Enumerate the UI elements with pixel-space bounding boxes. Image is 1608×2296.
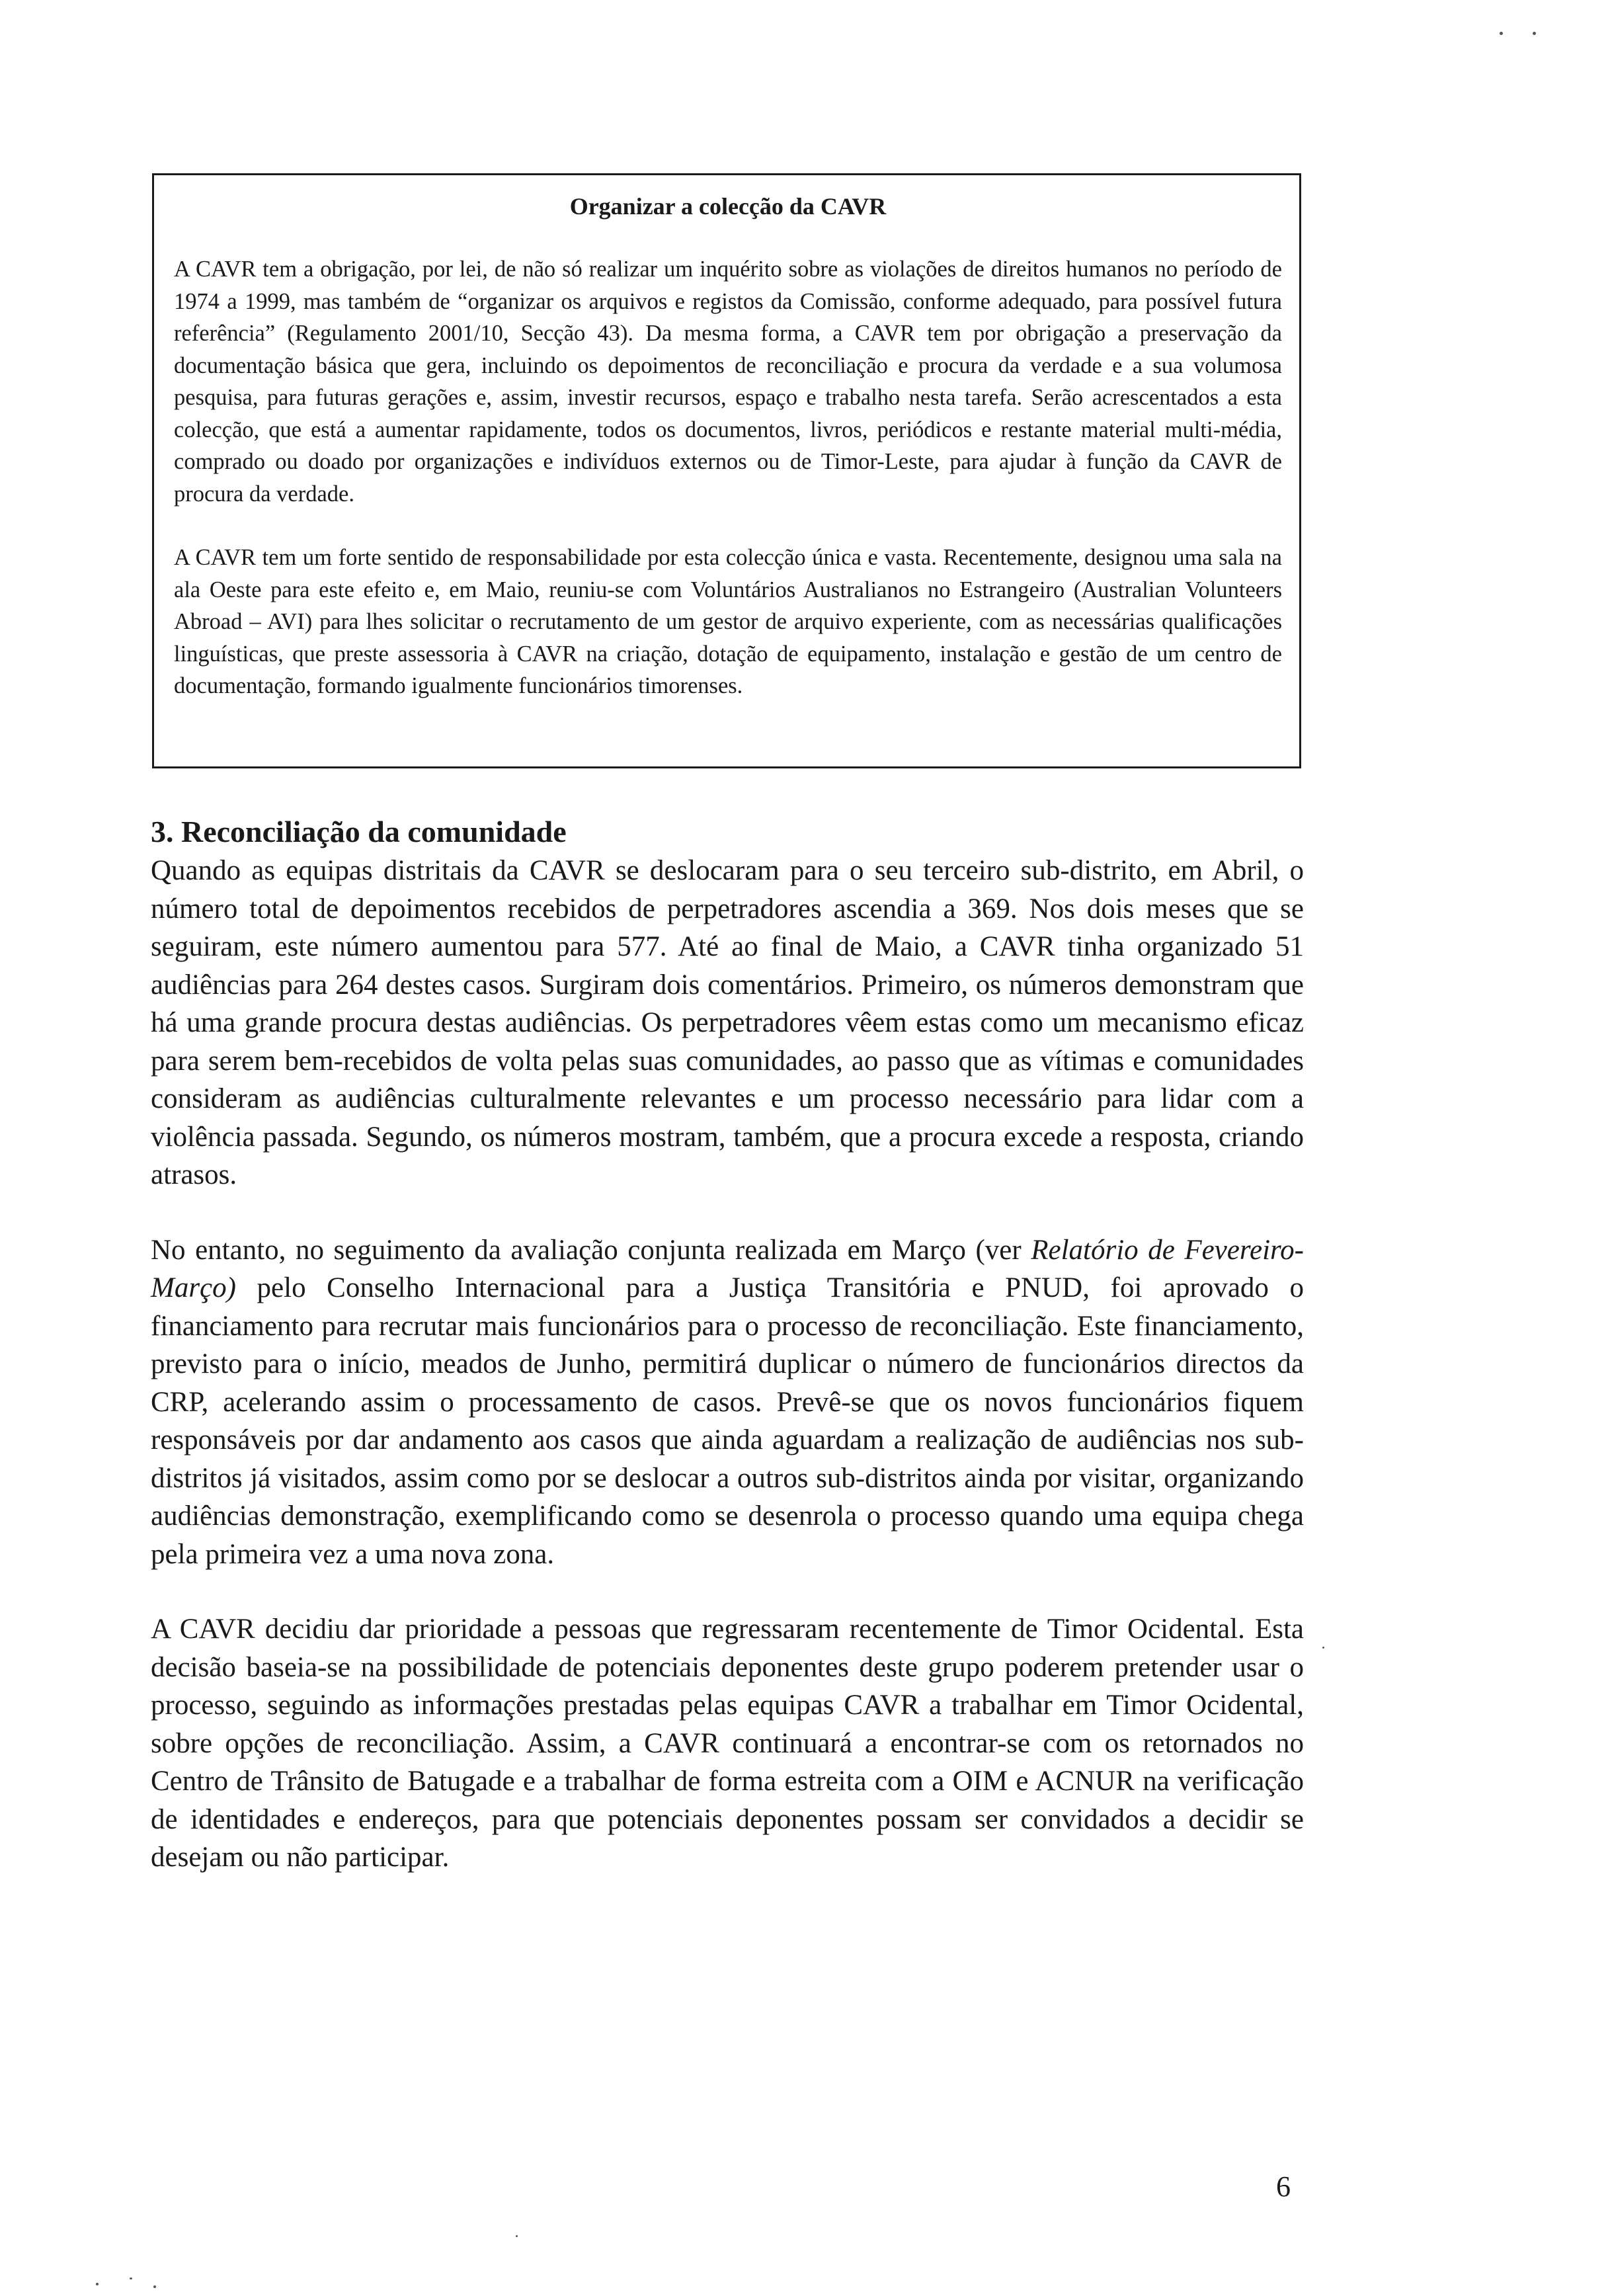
report-title-italic: Relatório de Fevereiro-Março) (151, 1234, 1304, 1303)
scan-speck (1500, 32, 1503, 35)
info-box-paragraph: A CAVR tem a obrigação, por lei, de não só realizar um inquérito sobre as violações de direitos humanos no período de 1974 a 1999, mas também de “organizar os arquivos e registos da Comissão, conforme adequado, para possível futura referência” (Regulamento 2001/10, Secção 43). Da mesma forma, a CAVR tem por obrigação a preservação da documentação básica que gera, incluindo os depoimentos de reconciliação e procura da verdade e a sua volumosa pesquisa, para futuras gerações e, assim, investir recursos, espaço e trabalho nesta tarefa. Serão acrescentados a esta colecção, que está a aumentar rapidamente, todos os documentos, livros, periódicos e restante material multi-média, comprado ou doado por organizações e indivíduos externos ou de Timor-Leste, para ajudar à função da CAVR de procura da verdade. (174, 257, 1282, 507)
section-paragraph (151, 1231, 1304, 1574)
info-box (152, 173, 1301, 768)
scan-speck (516, 2235, 518, 2237)
paragraph-text: No entanto, no seguimento da avaliação conjunta realizada em Março (ver (151, 1234, 1031, 1266)
scan-speck (96, 2283, 99, 2285)
scan-speck (1533, 32, 1536, 35)
main-section (151, 812, 1304, 1877)
section-paragraph: Quando as equipas distritais da CAVR se deslocaram para o seu terceiro sub-distrito, em Abril, o número total de depoimentos recebidos de perpetradores ascendia a 369. Nos dois meses que se seguiram, este número aumentou para 577. Até ao final de Maio, a CAVR tinha organizado 51 audiências para 264 destes casos. Surgiram dois comentários. Primeiro, os números demonstram que há uma grande procura destas audiências. Os perpetradores vêem estas como um mecanismo eficaz para serem bem-recebidos de volta pelas suas comunidades, ao passo que as vítimas e comunidades consideram as audiências culturalmente relevantes e um processo necessário para lidar com a violência passada. Segundo, os números mostram, também, que a procura excede a resposta, criando atrasos. (151, 855, 1304, 1190)
scan-speck (130, 2277, 132, 2279)
info-box-paragraph: A CAVR tem um forte sentido de responsabilidade por esta colecção única e vasta. Recentemente, designou uma sala na ala Oeste para este efeito e, em Maio, reuniu-se com Voluntários Australianos no Estrangeiro (Australian Volunteers Abroad – AVI) para lhes solicitar o recrutamento de um gestor de arquivo experiente, com as necessárias qualificações linguísticas, que preste assessoria à CAVR na criação, dotação de equipamento, instalação e gestão de um centro de documentação, formando igualmente funcionários timorenses. (174, 545, 1282, 698)
paragraph-text: pelo Conselho Internacional para a Justiça Transitória e PNUD, foi aprovado o financiamento para recrutar mais funcionários para o processo de reconciliação. Este financiamento, previsto para o início, meados de Junho, permitirá duplicar o número de funcionários directos da CRP, acelerando assim o processamento de casos. Prevê-se que os novos funcionários fiquem responsáveis por dar andamento aos casos que ainda aguardam a realização de audiências nos sub-distritos já visitados, assim como por se deslocar a outros sub-distritos ainda por visitar, organizando audiências demonstração, exemplificando como se desenrola o processo quando uma equipa chega pela primeira vez a uma nova zona. (151, 1272, 1304, 1570)
section-heading: 3. Reconciliação da comunidade (151, 815, 567, 848)
scan-speck (1322, 1647, 1324, 1649)
scan-speck (153, 2285, 156, 2288)
page-number: 6 (1276, 2170, 1291, 2203)
info-box-title: Organizar a colecção da CAVR (569, 193, 887, 220)
section-paragraph: A CAVR decidiu dar prioridade a pessoas que regressaram recentemente de Timor Ocidental. Esta decisão baseia-se na possibilidade de potenciais deponentes deste grupo poderem pretender usar o processo, seguindo as informações prestadas pelas equipas CAVR a trabalhar em Timor Ocidental, sobre opções de reconciliação. Assim, a CAVR continuará a encontrar-se com os retornados no Centro de Trânsito de Batugade e a trabalhar de forma estreita com a OIM e ACNUR na verificação de identidades e endereços, para que potenciais deponentes possam ser convidados a decidir se desejam ou não participar. (151, 1614, 1304, 1873)
